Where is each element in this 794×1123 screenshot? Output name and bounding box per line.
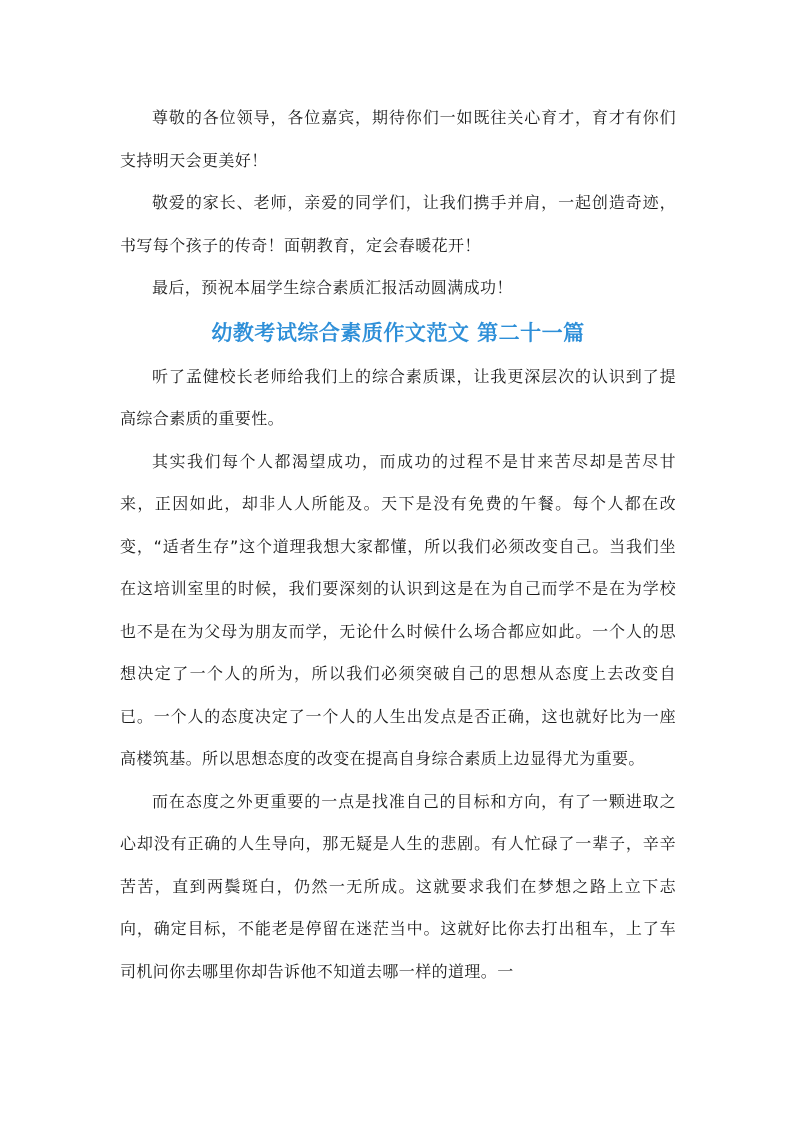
document-page bbox=[120, 97, 676, 993]
paragraph-attitude: 其实我们每个人都渴望成功，而成功的过程不是甘来苦尽却是苦尽甘来，正因如此，却非人人所能及。天下是没有免费的午餐。每个人都在改变，“适者生存”这个道理我想大家都懂，所以我们必须改变自己。当我们坐在这培训室里的时候，我们要深刻的认识到这是在为自己而学不是在为学校也不是在为父母为朋友而学，无论什么时候什么场合都应如此。一个人的思想决定了一个人的所为，所以我们必须突破自己的思想从态度上去改变自已。一个人的态度决定了一个人的人生出发点是否正确，这也就好比为一座高楼筑基。所以思想态度的改变在提高自身综合素质上边显得尤为重要。 bbox=[120, 451, 676, 768]
paragraph-intro: 听了孟健校长老师给我们上的综合素质课，让我更深层次的认识到了提高综合素质的重要性。 bbox=[120, 366, 676, 428]
paragraph-call-to-action: 敬爱的家长、老师，亲爱的同学们，让我们携手并肩，一起创造奇迹，书写每个孩子的传奇！面朝教育，定会春暖花开！ bbox=[120, 193, 676, 255]
paragraph-final-wish: 最后，预祝本届学生综合素质汇报活动圆满成功！ bbox=[152, 278, 513, 297]
paragraph-closing-thanks: 尊敬的各位领导，各位嘉宾，期待你们一如既往关心育才，育才有你们支持明天会更美好！ bbox=[120, 108, 676, 170]
paragraph-goals: 而在态度之外更重要的一点是找准自己的目标和方向，有了一颗进取之心却没有正确的人生导向，那无疑是人生的悲剧。有人忙碌了一辈子，辛辛苦苦，直到两鬓斑白，仍然一无所成。这就要求我们在梦想之路上立下志向，确定目标，不能老是停留在迷茫当中。这就好比你去打出租车，上了车司机问你去哪里你却告诉他不知道去哪一样的道理。一 bbox=[120, 791, 676, 981]
section-heading: 幼教考试综合素质作文范文 第二十一篇 bbox=[211, 320, 585, 345]
